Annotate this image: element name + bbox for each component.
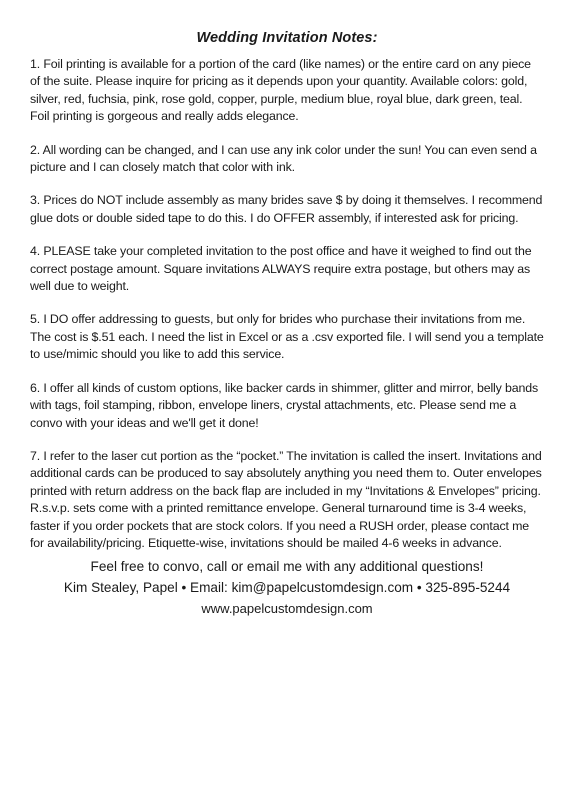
note-item: 3. Prices do NOT include assembly as many brides save $ by doing it themselves. I recommend glue dots or double sided tape to do this. I do OFFER assembly, if interested ask for pricing. — [30, 193, 543, 225]
contact-footer — [30, 556, 544, 619]
note-item: 1. Foil printing is available for a portion of the card (like names) or the entire card on any piece of the suite. Please inquire for pricing as it depends upon your quantity. Available colors: gold, silver, red, fuchsia, pink, rose gold, copper, purple, medium blue, royal blue, dark green, teal. Foil printing is gorgeous and really adds elegance. — [30, 57, 531, 124]
note-item: 5. I DO offer addressing to guests, but only for brides who purchase their invitations from me. The cost is $.51 each. I need the list in Excel or as a .csv exported file. I will send you a template to use/mimic should you like to add this service. — [30, 312, 544, 362]
note-item: 7. I refer to the laser cut portion as the “pocket.” The invitation is called the insert. Invitations and additional cards can be produced to say absolutely anything you need them to. Outer envelopes printed with return address on the back flap are included in my “Invitations & Envelopes” pricing. R.s.v.p. sets come with a printed remittance envelope. General turnaround time is 3-4 weeks, faster if you order pockets that are stock colors. If you need a RUSH order, please contact me for availability/pricing. Etiquette-wise, invitations should be mailed 4-6 weeks in advance. — [30, 448, 542, 550]
footer-website: www.papelcustomdesign.com — [201, 601, 373, 617]
notes-list — [30, 56, 544, 552]
note-item: 4. PLEASE take your completed invitation to the post office and have it weighed to find out the correct postage amount. Square invitations ALWAYS require extra postage, but others may as well due to weight. — [30, 244, 532, 294]
footer-call-to-action: Feel free to convo, call or email me with any additional questions! — [90, 559, 484, 575]
note-item: 2. All wording can be changed, and I can use any ink color under the sun! You can even send a picture and I can closely match that color with ink. — [30, 142, 537, 175]
footer-contact-info: Kim Stealey, Papel • Email: kim@papelcustomdesign.com • 325-895-5244 — [63, 580, 511, 596]
note-item: 6. I offer all kinds of custom options, like backer cards in shimmer, glitter and mirror, belly bands with tags, foil stamping, ribbon, envelope liners, crystal attachments, etc. Please send me a convo with your ideas and we'll get it done! — [30, 380, 539, 430]
document-title: Wedding Invitation Notes: — [196, 30, 378, 46]
